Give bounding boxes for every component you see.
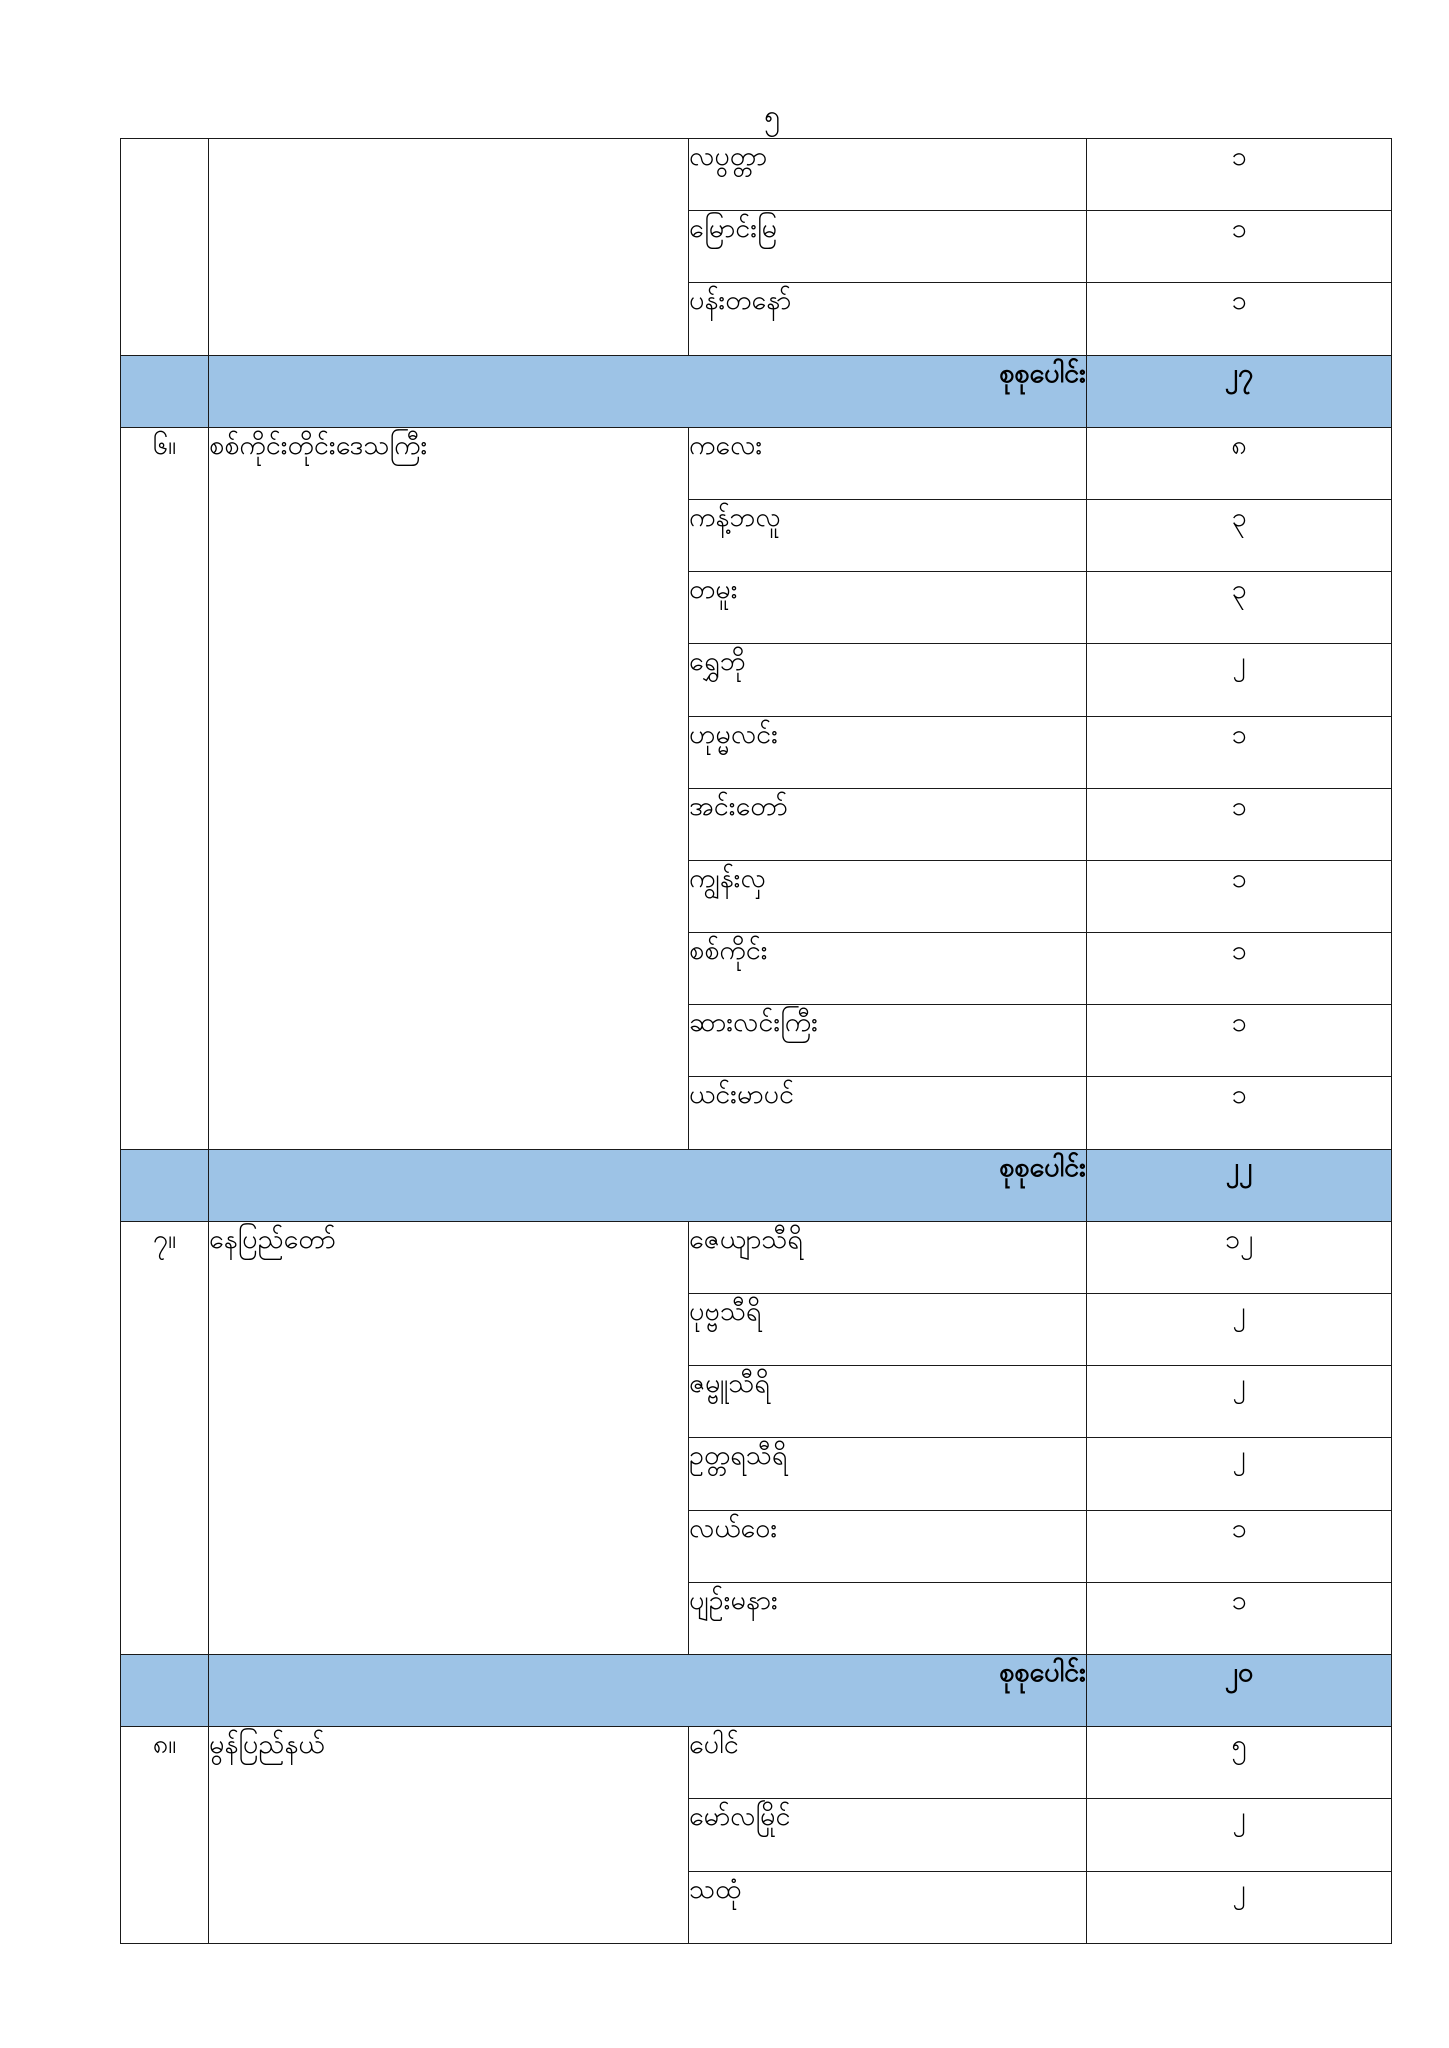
township-name: ပုဗ္ဗသီရိ	[689, 1294, 1087, 1366]
township-count: ၂	[1087, 1366, 1392, 1438]
township-count: ၁	[1087, 933, 1392, 1005]
township-count: ၂	[1087, 644, 1392, 716]
township-count: ၃	[1087, 499, 1392, 571]
township-name: ပန်းတနော်	[689, 283, 1087, 355]
township-name: ကလေး	[689, 427, 1087, 499]
subtotal-empty-cell	[121, 1149, 209, 1221]
township-count: ၁	[1087, 860, 1392, 932]
subtotal-row	[121, 355, 1392, 427]
township-name: မော်လမြိုင်	[689, 1799, 1087, 1871]
township-count: ၂	[1087, 1871, 1392, 1943]
township-count: ၁	[1087, 283, 1392, 355]
section-number: ၈။	[121, 1727, 209, 1944]
subtotal-row	[121, 1654, 1392, 1726]
subtotal-value: ၂၇	[1087, 355, 1392, 427]
table-row	[121, 427, 1392, 499]
subtotal-empty-cell	[121, 1654, 209, 1726]
table-row	[121, 1727, 1392, 1799]
township-count: ၂	[1087, 1799, 1392, 1871]
township-name: ကန့်ဘလူ	[689, 499, 1087, 571]
township-name: စစ်ကိုင်း	[689, 933, 1087, 1005]
township-count: ၁	[1087, 211, 1392, 283]
section-number: ၇။	[121, 1221, 209, 1654]
township-name: ပေါင်	[689, 1727, 1087, 1799]
region-name: မွန်ပြည်နယ်	[209, 1727, 689, 1944]
township-count: ၈	[1087, 427, 1392, 499]
township-name: ဆားလင်းကြီး	[689, 1005, 1087, 1077]
region-name	[209, 139, 689, 356]
subtotal-empty-cell	[121, 355, 209, 427]
township-count: ၅	[1087, 1727, 1392, 1799]
township-name: သထုံ	[689, 1871, 1087, 1943]
township-name: အင်းတော်	[689, 788, 1087, 860]
township-name: ယင်းမာပင်	[689, 1077, 1087, 1149]
township-count: ၁	[1087, 716, 1392, 788]
township-name: ကျွန်းလှ	[689, 860, 1087, 932]
township-count: ၁	[1087, 1510, 1392, 1582]
region-name: စစ်ကိုင်းတိုင်းဒေသကြီး	[209, 427, 689, 1149]
township-name: မြောင်းမြ	[689, 211, 1087, 283]
section-number	[121, 139, 209, 356]
table-row	[121, 139, 1392, 211]
township-count: ၁	[1087, 1582, 1392, 1654]
township-count: ၂	[1087, 1438, 1392, 1510]
subtotal-row	[121, 1149, 1392, 1221]
township-count: ၁	[1087, 788, 1392, 860]
township-name: တမူး	[689, 572, 1087, 644]
table-row	[121, 1221, 1392, 1293]
region-name: နေပြည်တော်	[209, 1221, 689, 1654]
page-number: ၅	[764, 99, 780, 132]
subtotal-value: ၂၀	[1087, 1654, 1392, 1726]
township-name: ပျဉ်းမနား	[689, 1582, 1087, 1654]
subtotal-label: စုစုပေါင်း	[209, 355, 1087, 427]
township-count: ၁	[1087, 139, 1392, 211]
subtotal-value: ၂၂	[1087, 1149, 1392, 1221]
township-count: ၁၂	[1087, 1221, 1392, 1293]
township-name: ဇေယျာသီရိ	[689, 1221, 1087, 1293]
township-name: ဥတ္တရသီရိ	[689, 1438, 1087, 1510]
section-number: ၆။	[121, 427, 209, 1149]
township-count: ၃	[1087, 572, 1392, 644]
township-name: ဟုမ္မလင်း	[689, 716, 1087, 788]
township-count: ၁	[1087, 1005, 1392, 1077]
township-name: ဇမ္ဗူသီရိ	[689, 1366, 1087, 1438]
township-name: ရွှေဘို	[689, 644, 1087, 716]
township-name: လယ်ဝေး	[689, 1510, 1087, 1582]
township-count: ၂	[1087, 1294, 1392, 1366]
township-name: လပွတ္တာ	[689, 139, 1087, 211]
township-count-table	[120, 138, 1392, 1944]
township-count: ၁	[1087, 1077, 1392, 1149]
subtotal-label: စုစုပေါင်း	[209, 1654, 1087, 1726]
subtotal-label: စုစုပေါင်း	[209, 1149, 1087, 1221]
